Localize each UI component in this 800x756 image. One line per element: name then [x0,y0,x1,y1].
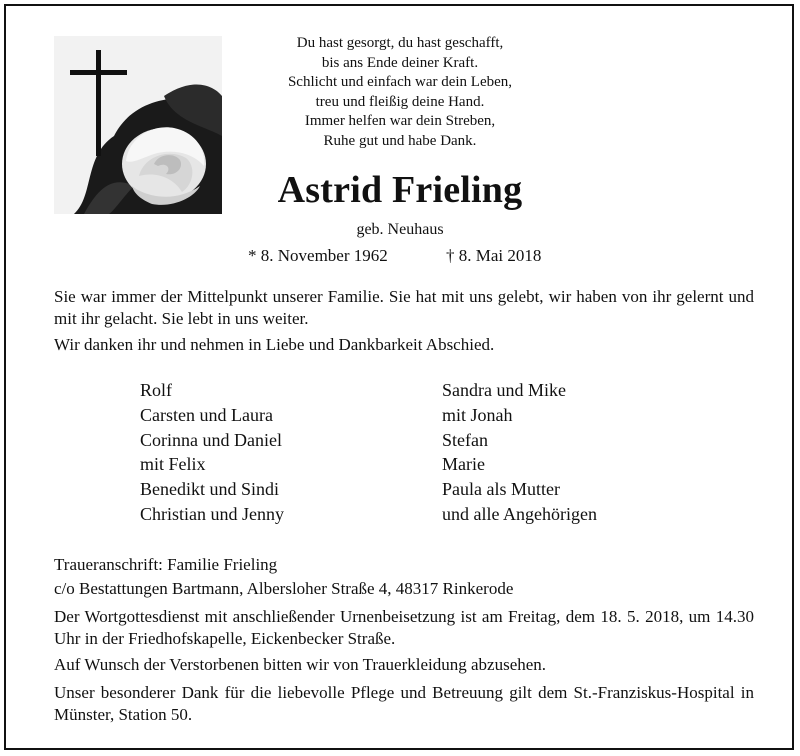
family-member: mit Felix [140,454,206,475]
family-list-right [442,378,597,527]
family-member: Christian und Jenny [140,503,284,524]
farewell-text: Wir danken ihr und nehmen in Liebe und Dankbarkeit Abschied. [54,335,495,354]
birth-name: geb. Neuhaus [356,221,444,238]
death-date: † 8. Mai 2018 [446,246,542,265]
thanks-text: Unser besonderer Dank für die liebevolle Pflege und Betreuung gilt dem St.-Franziskus-Hospital in Münster, Station 50. [54,683,754,724]
address-line-1: Traueranschrift: Familie Frieling [54,555,278,574]
family-member: Corinna und Daniel [140,429,282,450]
family-member: Rolf [140,380,173,400]
family-member: Carsten und Laura [140,404,273,425]
family-member: mit Jonah [442,404,513,425]
family-member: Sandra und Mike [442,380,566,400]
cross-and-rose-image [54,36,222,214]
family-member: Paula als Mutter [442,479,560,500]
rose-illustration [54,36,222,214]
poem [240,34,560,152]
poem-line: Schlicht und einfach war dein Leben, [287,74,513,91]
address-line-2: c/o Bestattungen Bartmann, Albersloher Straße 4, 48317 Rinkerode [54,579,514,598]
poem-line: Du hast gesorgt, du hast geschafft, [296,35,504,51]
service-info: Der Wortgottesdienst mit anschließender Urnenbeisetzung ist am Freitag, dem 18. 5. 2018, um 14.30 Uhr in der Friedhofskapelle, Eickenbecker Straße. [54,607,754,648]
poem-line: treu und fleißig deine Hand. [315,93,485,110]
family-member: Benedikt und Sindi [140,479,279,500]
deceased-name: Astrid Frieling [277,169,523,211]
intro-text: Sie war immer der Mittelpunkt unserer Familie. Sie hat mit uns gelebt, wir haben von ihr gelernt und mit ihr gelacht. Sie lebt in uns weiter. [54,287,754,328]
family-member: Marie [442,454,485,475]
family-member: und alle Angehörigen [442,503,597,524]
poem-line: Ruhe gut und habe Dank. [323,132,477,149]
family-list-left [140,378,284,527]
poem-line: Immer helfen war dein Streben, [304,113,496,130]
birth-date: * 8. November 1962 [248,246,388,265]
poem-line: bis ans Ende deiner Kraft. [321,54,479,71]
family-member: Stefan [442,429,488,450]
clothing-request: Auf Wunsch der Verstorbenen bitten wir von Trauerkleidung abzusehen. [54,655,547,674]
